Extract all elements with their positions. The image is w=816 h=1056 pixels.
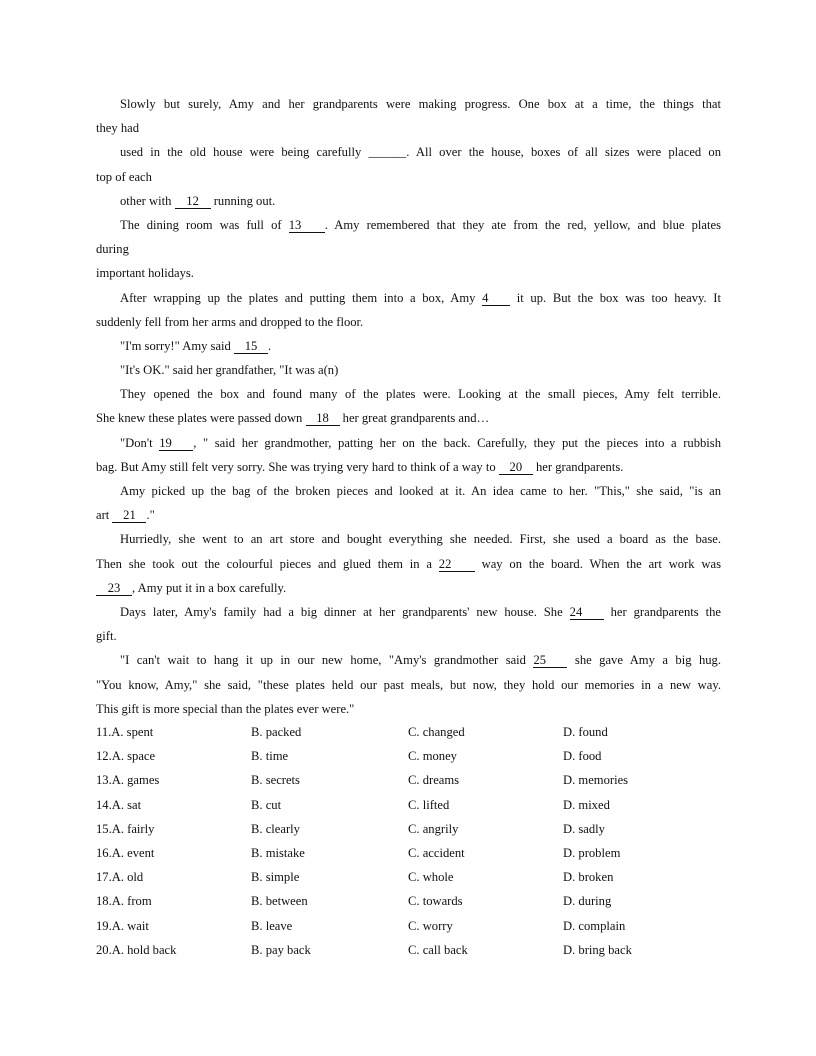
option-b: B. mistake (251, 845, 305, 860)
passage-line: "You know, Amy," she said, "these plates held our past meals, but now, they hold our memories in a new way. (96, 677, 721, 692)
option-a: 19.A. wait (96, 918, 149, 933)
passage-line: suddenly fell from her arms and dropped to the floor. (96, 314, 364, 329)
answer-blank-18: 18 (306, 411, 340, 426)
passage-line (96, 552, 721, 576)
passage-text: The dining room was full of (120, 217, 289, 232)
option-c: C. lifted (408, 797, 450, 812)
passage-line: important holidays. (96, 266, 194, 281)
answer-blank-15: 15 (234, 339, 268, 354)
option-d: D. bring back (563, 942, 632, 957)
option-a: 15.A. fairly (96, 821, 155, 836)
option-d: D. food (563, 749, 602, 764)
option-c: C. whole (408, 870, 454, 885)
passage-line: during (96, 242, 129, 257)
passage-text: her grandparents. (532, 459, 624, 474)
option-d: D. sadly (563, 821, 605, 836)
passage-line (96, 286, 721, 310)
passage-line (96, 503, 721, 527)
passage-line: top of each (96, 169, 152, 184)
option-a: 11.A. spent (96, 725, 154, 739)
passage-text: running out. (210, 193, 276, 208)
passage-line (96, 576, 721, 600)
passage-text: she gave Amy a big hug. (567, 653, 722, 668)
option-d: D. memories (563, 773, 629, 788)
option-row (96, 744, 721, 768)
option-row (96, 865, 721, 889)
passage-line: Slowly but surely, Amy and her grandparents were making progress. One box at a time, the things that (120, 97, 721, 111)
passage-text: other with (120, 193, 175, 208)
passage-text: her great grandparents and… (339, 411, 490, 426)
passage-line: gift. (96, 629, 117, 644)
option-row (96, 768, 721, 792)
option-row (96, 841, 721, 865)
option-b: B. pay back (251, 942, 311, 957)
option-b: B. leave (251, 918, 293, 933)
option-a: 16.A. event (96, 845, 155, 860)
option-a: 12.A. space (96, 749, 156, 764)
option-b: B. packed (251, 725, 302, 739)
option-a: 17.A. old (96, 870, 144, 885)
option-b: B. time (251, 749, 289, 764)
passage-line: Hurriedly, she went to an art store and bought everything she needed. First, she used a board as the base. (120, 532, 721, 547)
passage-text: way on the board. When the art work was (474, 556, 721, 571)
option-row (96, 720, 721, 744)
passage-text: bag. But Amy still felt very sorry. She was trying very hard to think of a way to (96, 459, 499, 474)
passage-line (96, 213, 721, 237)
option-c: C. worry (408, 918, 453, 933)
reading-passage (96, 92, 721, 721)
option-d: D. mixed (563, 797, 610, 812)
option-d: D. problem (563, 845, 621, 860)
option-b: B. secrets (251, 773, 300, 788)
option-c: C. money (408, 749, 457, 764)
answer-blank-12: 12 (175, 194, 211, 209)
passage-line (96, 334, 721, 358)
answer-blank-24: 24 (570, 605, 604, 620)
option-d: D. complain (563, 918, 626, 933)
option-c: C. dreams (408, 773, 460, 788)
passage-text: . Amy remembered that they ate from the red, yellow, and blue plates (324, 217, 721, 232)
answer-blank-23: 23 (96, 581, 132, 596)
passage-text: "I'm sorry!" Amy said (120, 338, 234, 353)
option-b: B. simple (251, 870, 300, 885)
answer-blank-22: 22 (439, 557, 475, 572)
option-c: C. call back (408, 942, 468, 957)
passage-text: She knew these plates were passed down (96, 411, 306, 426)
passage-text: her grandparents the (603, 604, 721, 619)
option-b: B. between (251, 894, 308, 909)
passage-line (96, 431, 721, 455)
option-row (96, 793, 721, 817)
passage-line (96, 648, 721, 672)
passage-line: This gift is more special than the plates ever were." (96, 701, 355, 716)
passage-line: They opened the box and found many of the plates were. Looking at the small pieces, Amy felt terrible. (120, 387, 721, 402)
passage-line (96, 455, 721, 479)
passage-text: , " said her grandmother, patting her on the back. Carefully, they put the pieces into a rubbish (193, 435, 722, 450)
option-row (96, 817, 721, 841)
option-a: 14.A. sat (96, 797, 142, 812)
option-a: 18.A. from (96, 894, 152, 909)
passage-text: . (268, 338, 272, 353)
passage-text: After wrapping up the plates and putting them into a box, Amy (120, 290, 483, 305)
passage-text: Then she took out the colourful pieces and glued them in a (96, 556, 439, 571)
option-c: C. angrily (408, 821, 459, 836)
answer-blank-13: 13 (289, 218, 325, 233)
answer-blank-20: 20 (499, 460, 533, 475)
option-b: B. clearly (251, 821, 300, 836)
passage-line (96, 600, 721, 624)
passage-text: it up. But the box was too heavy. It (510, 290, 721, 305)
passage-line (96, 189, 721, 213)
passage-text: art (96, 508, 113, 523)
answer-blank-21: 21 (112, 508, 146, 523)
passage-text: "I can't wait to hang it up in our new home, "Amy's grandmother said (120, 653, 534, 668)
answer-blank-4: 4 (482, 291, 510, 306)
passage-line: Amy picked up the bag of the broken pieces and looked at it. An idea came to her. "This," she said, "is an (120, 484, 721, 498)
passage-line (96, 406, 721, 430)
answer-blank-19: 19 (159, 436, 193, 451)
passage-text: ." (146, 508, 155, 523)
passage-line: used in the old house were being carefully ______. All over the house, boxes of all sizes were placed on (120, 145, 721, 160)
option-a: 13.A. games (96, 773, 160, 788)
option-row (96, 914, 721, 938)
option-c: C. accident (408, 845, 465, 860)
option-c: C. towards (408, 894, 463, 909)
option-a: 20.A. hold back (96, 942, 177, 957)
option-d: D. during (563, 894, 612, 909)
passage-text: Days later, Amy's family had a big dinner at her grandparents' new house. She (120, 604, 570, 619)
option-row (96, 938, 721, 962)
option-b: B. cut (251, 797, 282, 812)
option-c: C. changed (408, 725, 465, 739)
option-row (96, 889, 721, 913)
answer-blank-25: 25 (533, 653, 567, 668)
passage-text: "Don't (120, 435, 160, 450)
passage-text: , Amy put it in a box carefully. (132, 580, 287, 595)
passage-line: they had (96, 121, 140, 136)
option-d: D. broken (563, 870, 614, 885)
answer-options (96, 720, 721, 962)
passage-line: "It's OK." said her grandfather, "It was a(n) (120, 363, 339, 378)
option-d: D. found (563, 725, 608, 739)
